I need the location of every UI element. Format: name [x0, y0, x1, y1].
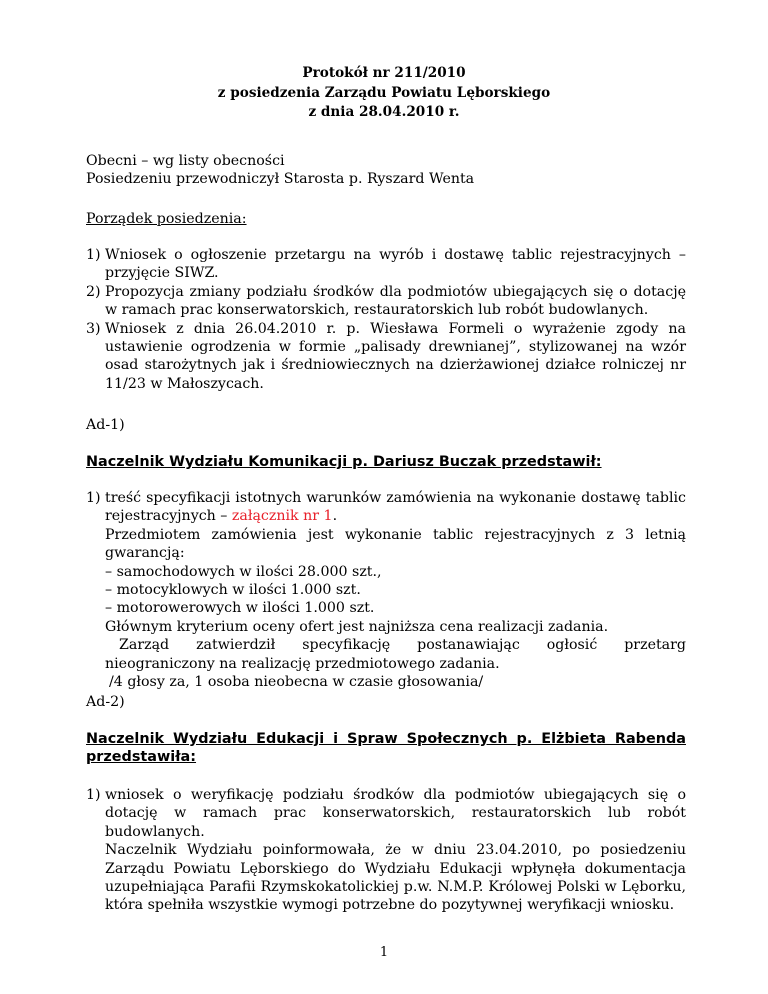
agenda-list [86, 246, 686, 393]
document-title [100, 64, 668, 123]
ad1-criterion: Głównym kryterium oceny ofert jest najniższa cena realizacji zadania. [105, 618, 609, 635]
attendance-block [86, 152, 686, 189]
ad2-section [86, 786, 686, 915]
agenda-heading: Porządek posiedzenia: [86, 211, 247, 227]
ad2-label: Ad-2) [86, 694, 125, 710]
ad1-list-item-3: – motorowerowych w ilości 1.000 szt. [105, 600, 375, 617]
title-line-1: Protokół nr 211/2010 [302, 65, 466, 81]
ad2-item-1: 1) wniosek o weryfikację podziału środków dla podmiotów ubiegających się o dotację w ramach prac konserwatorskich, restauratorskich lub robót budowlanych. Naczelnik Wydziału poinformowała, że w dniu 23.04.2010, po posiedzeniu Zarządu Powiatu Lęborskiego do Wydziału Edukacji wpłynęła dokumentacja uzupełniająca Parafii Rzymskokatolickiej p.w. N.M.P. Królowej Polski w Lęborku, która spełniła wszystkie wymogi potrzebne do pozytywnej weryfikacji wniosku. [86, 787, 686, 914]
title-line-2: z posiedzenia Zarządu Powiatu Lęborskiego [217, 84, 551, 101]
chair-line: Posiedzeniu przewodniczył Starosta p. Ryszard Wenta [86, 171, 475, 188]
ad2-heading: Naczelnik Wydziału Edukacji i Spraw Społecznych p. Elżbieta Rabenda przedstawiła: [86, 731, 686, 766]
ad1-decision-line-2: nieograniczony na realizację przedmiotowego zadania. [105, 655, 500, 672]
ad1-vote: /4 głosy za, 1 osoba nieobecna w czasie głosowania/ [109, 674, 484, 691]
ad1-list-item-1: – samochodowych w ilości 28.000 szt., [105, 563, 382, 580]
ad1-label: Ad-1) [86, 417, 125, 433]
attendance-line: Obecni – wg listy obecności [86, 153, 285, 169]
ad1-subject: Przedmiotem zamówienia jest wykonanie tablic rejestracyjnych z 3 letnią gwarancją: [105, 526, 686, 562]
ad1-item-1: 1) treść specyfikacji istotnych warunków zamówienia na wykonanie dostawę tablic rejestracyjnych – załącznik nr 1. Przedmiotem zamówienia jest wykonanie tablic rejestracyjnych z 3 letnią gwarancją: – samochodowych w ilości 28.000 szt., – motocyklowych w ilości 1.000 szt. – motorowerowych w ilości 1.000 szt. Głównym kryterium oceny ofert jest najniższa cena realizacji zadania. Zarząd zatwierdził specyfikację postanawiając ogłosić przetarg nieograniczony na realizację przedmiotowego zadania. /4 głosy za, 1 osoba nieobecna w czasie głosowania/ [86, 490, 686, 691]
agenda-item-2: 2) Propozycja zmiany podziału środków dla podmiotów ubiegających się o dotację w ramach prac konserwatorskich, restauratorskich lub robót budowlanych. [86, 283, 686, 319]
title-line-3: z dnia 28.04.2010 r. [308, 104, 460, 120]
page-number: 1 [379, 945, 389, 960]
ad1-list-item-2: – motocyklowych w ilości 1.000 szt. [105, 582, 361, 599]
agenda-item-1: 1) Wniosek o ogłoszenie przetargu na wyrób i dostawę tablic rejestracyjnych – przyjęcie SIWZ. [86, 247, 686, 282]
ad1-section [86, 489, 686, 691]
ad1-heading: Naczelnik Wydziału Komunikacji p. Dariusz Buczak przedstawił: [86, 454, 602, 470]
attachment-link[interactable]: załącznik nr 1 [231, 508, 333, 525]
ad2-info: Naczelnik Wydziału poinformowała, że w dniu 23.04.2010, po posiedzeniu Zarządu Powiatu Lęborskiego do Wydziału Edukacji wpłynęła dokumentacja uzupełniająca Parafii Rzymskokatolickiej p.w. N.M.P. Królowej Polski w Lęborku, która spełniła wszystkie wymogi potrzebne do pozytywnej weryfikacji wniosku. [105, 842, 686, 914]
ad1-decision-line-1: Zarząd zatwierdził specyfikację postanawiając ogłosić przetarg [119, 637, 686, 654]
agenda-item-3: 3) Wniosek z dnia 26.04.2010 r. p. Wiesława Formeli o wyrażenie zgody na ustawienie ogrodzenia w formie „palisady drewnianej”, stylizowanej na wzór osad starożytnych jak i średniowiecznych na dzierżawionej działce rolniczej nr 11/23 w Małoszycach. [86, 320, 686, 392]
